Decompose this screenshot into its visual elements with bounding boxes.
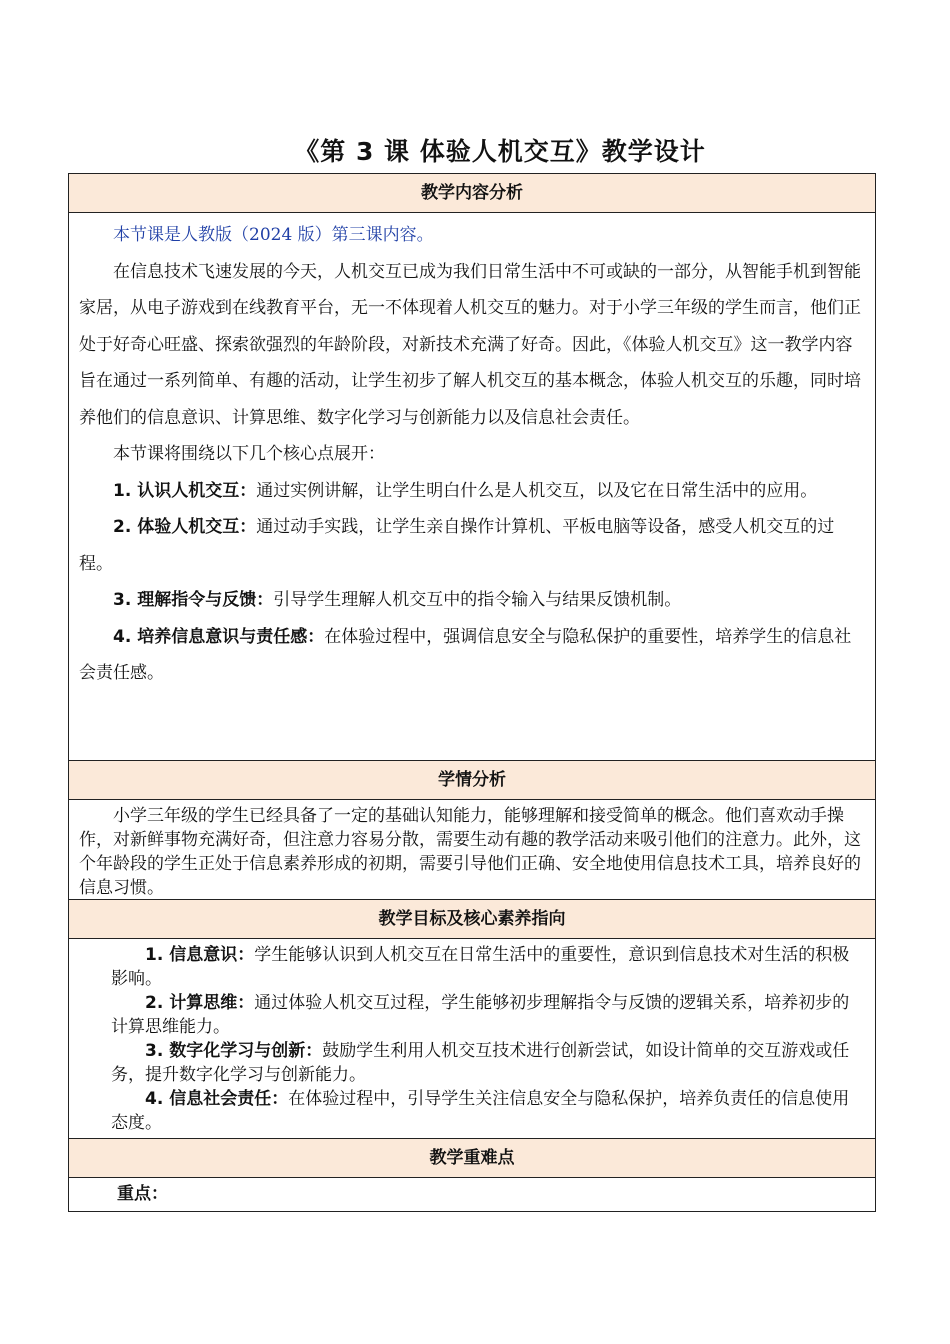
core-point-label: 4. 培养信息意识与责任感： xyxy=(113,626,325,647)
core-point-label: 1. 认识人机交互： xyxy=(113,480,257,501)
core-point-text: 引导学生理解人机交互中的指令输入与结果反馈机制。 xyxy=(273,590,682,610)
section-header-key-points: 教学重难点 xyxy=(69,1139,875,1178)
goal-text: 通过体验人机交互过程，学生能够初步理解指令与反馈的逻辑关系，培养初步的计算思维能力。 xyxy=(111,993,850,1037)
intro-text: 本节课是人教版（2024 版）第三课内容。 xyxy=(113,225,434,245)
lesson-plan-table xyxy=(68,173,876,1212)
core-point-text: 通过动手实践，让学生亲自操作计算机、平板电脑等设备，感受人机交互的过程。 xyxy=(79,517,835,574)
page-title: 《第 3 课 体验人机交互》教学设计 xyxy=(294,137,706,166)
goal-text: 鼓励学生利用人机交互技术进行创新尝试，如设计简单的交互游戏或任务，提升数字化学习与创新能力。 xyxy=(111,1041,850,1085)
goal-label: 4. 信息社会责任： xyxy=(145,1089,289,1109)
section-header-learner-analysis: 学情分析 xyxy=(69,761,875,800)
core-point-text: 在体验过程中，强调信息安全与隐私保护的重要性，培养学生的信息社会责任感。 xyxy=(79,626,852,683)
goal-item xyxy=(111,1039,865,1087)
section-header-content-analysis: 教学内容分析 xyxy=(69,174,875,213)
core-point xyxy=(79,509,865,582)
goal-label: 1. 信息意识： xyxy=(145,945,255,965)
core-point-text: 通过实例讲解，让学生明白什么是人机交互，以及它在日常生活中的应用。 xyxy=(256,480,818,501)
core-point xyxy=(79,473,865,510)
section-learner-analysis xyxy=(69,800,875,900)
goal-text: 学生能够认识到人机交互在日常生活中的重要性，意识到信息技术对生活的积极影响。 xyxy=(111,945,850,989)
section-goals xyxy=(69,939,875,1139)
section-key-points xyxy=(69,1178,875,1211)
paragraph: 在信息技术飞速发展的今天，人机交互已成为我们日常生活中不可或缺的一部分，从智能手机到智能家居，从电子游戏到在线教育平台，无一不体现着人机交互的魅力。对于小学三年级的学生而言，他们正处于好奇心旺盛、探索欲强烈的年龄阶段，对新技术充满了好奇。因此，《体验人机交互》这一教学内容旨在通过一系列简单、有趣的活动，让学生初步了解人机交互的基本概念，体验人机交互的乐趣，同时培养他们的信息意识、计算思维、数字化学习与创新能力以及信息社会责任。 xyxy=(79,261,861,428)
goal-label: 2. 计算思维： xyxy=(145,993,255,1013)
core-point xyxy=(79,582,865,619)
goal-item xyxy=(111,991,865,1039)
core-point xyxy=(79,619,865,692)
goal-item xyxy=(111,943,865,991)
goal-label: 3. 数字化学习与创新： xyxy=(145,1041,323,1061)
key-point-label: 重点： xyxy=(117,1184,168,1204)
section-header-goals: 教学目标及核心素养指向 xyxy=(69,900,875,939)
goal-text: 在体验过程中，引导学生关注信息安全与隐私保护，培养负责任的信息使用态度。 xyxy=(111,1089,850,1133)
core-point-label: 2. 体验人机交互： xyxy=(113,517,257,537)
core-point-label: 3. 理解指令与反馈： xyxy=(113,590,274,610)
goal-item xyxy=(111,1087,865,1135)
learner-analysis-text: 小学三年级的学生已经具备了一定的基础认知能力，能够理解和接受简单的概念。他们喜欢动手操作，对新鲜事物充满好奇，但注意力容易分散，需要生动有趣的教学活动来吸引他们的注意力。此外，这个年龄段的学生正处于信息素养形成的初期，需要引导他们正确、安全地使用信息技术工具，培养良好的信息习惯。 xyxy=(79,806,861,898)
paragraph: 本节课将围绕以下几个核心点展开： xyxy=(113,444,385,464)
section-content-analysis xyxy=(69,213,875,761)
